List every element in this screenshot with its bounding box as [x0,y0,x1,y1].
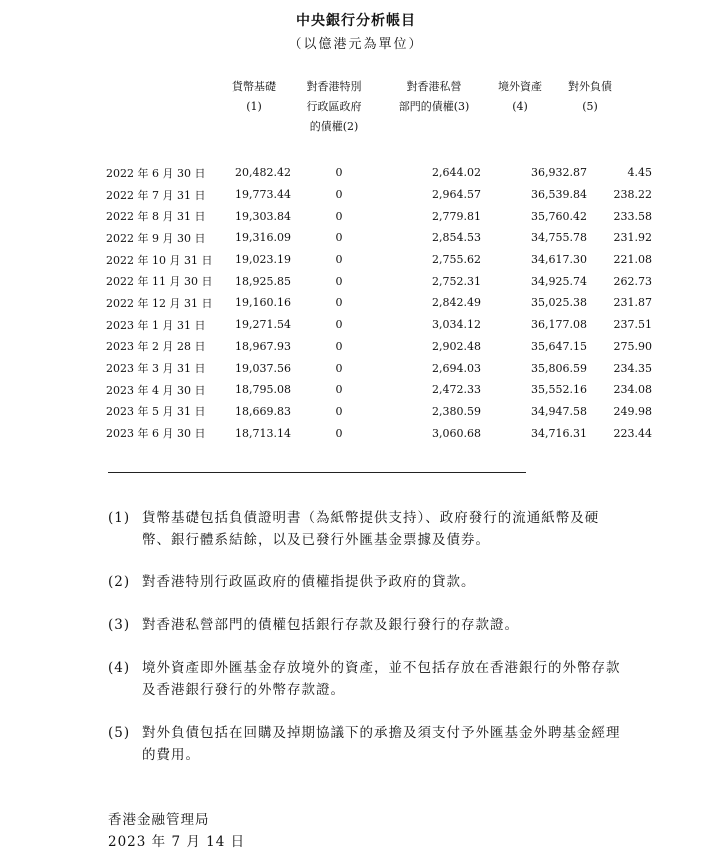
footnote-text: 貨幣基礎包括負債證明書（為紙幣提供支持）、政府發行的流通紙幣及硬幣、銀行體系結餘，以及已發行外匯基金票據及債券。 [142,510,600,548]
column-header-foreign-assets: 境外資產 (4) [498,80,542,113]
external-liabilities-value: 262.73 [613,274,652,288]
foreign-assets-value: 34,716.31 [531,426,587,440]
private-claims-value: 2,755.62 [432,253,481,267]
government-claims-value: 0 [335,231,343,245]
row-date: 2022 年 7 月 31 日 [106,188,206,202]
table-row [106,357,652,379]
foreign-assets-value: 34,755.78 [531,231,587,245]
monetary-base-value: 19,037.56 [235,361,291,375]
row-date: 2022 年 12 月 31 日 [106,296,213,310]
external-liabilities-value: 238.22 [613,188,652,202]
monetary-base-value: 18,967.93 [235,339,291,353]
column-header-claims-on-government: 對香港特別 行政區政府 的債權(2) [306,80,362,133]
external-liabilities-value: 249.98 [613,404,652,418]
row-date: 2023 年 1 月 31 日 [106,318,206,332]
external-liabilities-value: 234.35 [613,361,652,375]
table-row [106,184,652,206]
footnote-number: (3) [108,617,131,633]
monetary-base-value: 19,316.09 [235,231,291,245]
column-header-external-liabilities: 對外負債 (5) [568,80,612,113]
document-subtitle: （以億港元為單位） [288,37,424,52]
private-claims-value: 2,842.49 [432,296,481,310]
government-claims-value: 0 [335,274,343,288]
issue-date: 2023 年 7 月 14 日 [108,834,246,850]
table-row [106,249,652,271]
private-claims-value: 2,380.59 [432,404,481,418]
external-liabilities-value: 231.92 [613,231,652,245]
monetary-base-value: 18,713.14 [235,426,291,440]
foreign-assets-value: 35,760.42 [531,209,587,223]
external-liabilities-value: 4.45 [627,166,652,180]
private-claims-value: 2,779.81 [432,209,481,223]
table-row [106,379,652,401]
footnote-2 [108,571,628,593]
footnote-5 [108,722,628,766]
monetary-base-value: 19,303.84 [235,209,291,223]
footnote-text: 對香港特別行政區政府的債權指提供予政府的貸款。 [142,574,476,590]
row-date: 2023 年 2 月 28 日 [106,340,206,354]
monetary-base-value: 19,271.54 [235,318,291,332]
private-claims-value: 2,472.33 [432,383,481,397]
foreign-assets-value: 35,647.15 [531,339,587,353]
row-date: 2022 年 8 月 31 日 [106,210,206,224]
government-claims-value: 0 [335,188,343,202]
government-claims-value: 0 [335,404,343,418]
private-claims-value: 2,752.31 [432,274,481,288]
column-header-monetary-base: 貨幣基礎 (1) [232,80,276,113]
table-row [106,401,652,423]
footnote-text: 境外資產即外匯基金存放境外的資產，並不包括存放在香港銀行的外幣存款及香港銀行發行的外幣存款證。 [142,660,621,698]
table-row [106,314,652,336]
footnote-1 [108,507,628,551]
external-liabilities-value: 233.58 [613,209,652,223]
monetary-base-value: 18,795.08 [235,383,291,397]
monetary-base-value: 19,773.44 [235,188,291,202]
private-claims-value: 3,034.12 [432,318,481,332]
issuer-name: 香港金融管理局 [108,812,210,828]
table-row [106,227,652,249]
external-liabilities-value: 221.08 [613,253,652,267]
footnote-number: (4) [108,660,131,676]
row-date: 2022 年 10 月 31 日 [106,253,213,267]
external-liabilities-value: 237.51 [613,318,652,332]
row-date: 2023 年 4 月 30 日 [106,383,206,397]
foreign-assets-value: 34,947.58 [531,404,587,418]
table-row [106,292,652,314]
private-claims-value: 2,694.03 [432,361,481,375]
table-row [106,270,652,292]
foreign-assets-value: 36,932.87 [531,166,587,180]
analytical-accounts-table [106,162,652,444]
row-date: 2023 年 6 月 30 日 [106,427,206,441]
private-claims-value: 2,964.57 [432,188,481,202]
foreign-assets-value: 36,539.84 [531,188,587,202]
table-row [106,162,652,184]
government-claims-value: 0 [335,209,343,223]
external-liabilities-value: 223.44 [613,426,652,440]
foreign-assets-value: 34,925.74 [531,274,587,288]
foreign-assets-value: 35,806.59 [531,361,587,375]
row-date: 2022 年 9 月 30 日 [106,231,206,245]
table-row [106,205,652,227]
monetary-base-value: 19,023.19 [235,253,291,267]
notes-divider [108,472,526,473]
row-date: 2022 年 6 月 30 日 [106,166,206,180]
footnote-number: (1) [108,510,131,526]
government-claims-value: 0 [335,361,343,375]
footnote-number: (2) [108,574,131,590]
government-claims-value: 0 [335,339,343,353]
private-claims-value: 2,854.53 [432,231,481,245]
external-liabilities-value: 275.90 [613,339,652,353]
footnote-4 [108,657,628,701]
monetary-base-value: 20,482.42 [235,166,291,180]
footnote-text: 對香港私營部門的債權包括銀行存款及銀行發行的存款證。 [142,617,519,633]
document-title: 中央銀行分析帳目 [296,13,416,29]
government-claims-value: 0 [335,318,343,332]
monetary-base-value: 18,669.83 [235,404,291,418]
government-claims-value: 0 [335,383,343,397]
column-header-claims-on-private-sector: 對香港私營 部門的債權(3) [398,80,470,113]
private-claims-value: 2,902.48 [432,339,481,353]
footnote-text: 對外負債包括在回購及掉期協議下的承擔及須支付予外匯基金外聘基金經理的費用。 [142,725,621,763]
government-claims-value: 0 [335,253,343,267]
government-claims-value: 0 [335,166,343,180]
foreign-assets-value: 34,617.30 [531,253,587,267]
table-row [106,336,652,358]
footnote-number: (5) [108,725,131,741]
external-liabilities-value: 234.08 [613,383,652,397]
government-claims-value: 0 [335,296,343,310]
monetary-base-value: 19,160.16 [235,296,291,310]
foreign-assets-value: 36,177.08 [531,318,587,332]
row-date: 2023 年 5 月 31 日 [106,405,206,419]
row-date: 2023 年 3 月 31 日 [106,362,206,376]
monetary-base-value: 18,925.85 [235,274,291,288]
row-date: 2022 年 11 月 30 日 [106,275,213,289]
private-claims-value: 3,060.68 [432,426,481,440]
private-claims-value: 2,644.02 [432,166,481,180]
foreign-assets-value: 35,552.16 [531,383,587,397]
external-liabilities-value: 231.87 [613,296,652,310]
foreign-assets-value: 35,025.38 [531,296,587,310]
government-claims-value: 0 [335,426,343,440]
table-row [106,422,652,444]
footnote-3 [108,614,628,636]
